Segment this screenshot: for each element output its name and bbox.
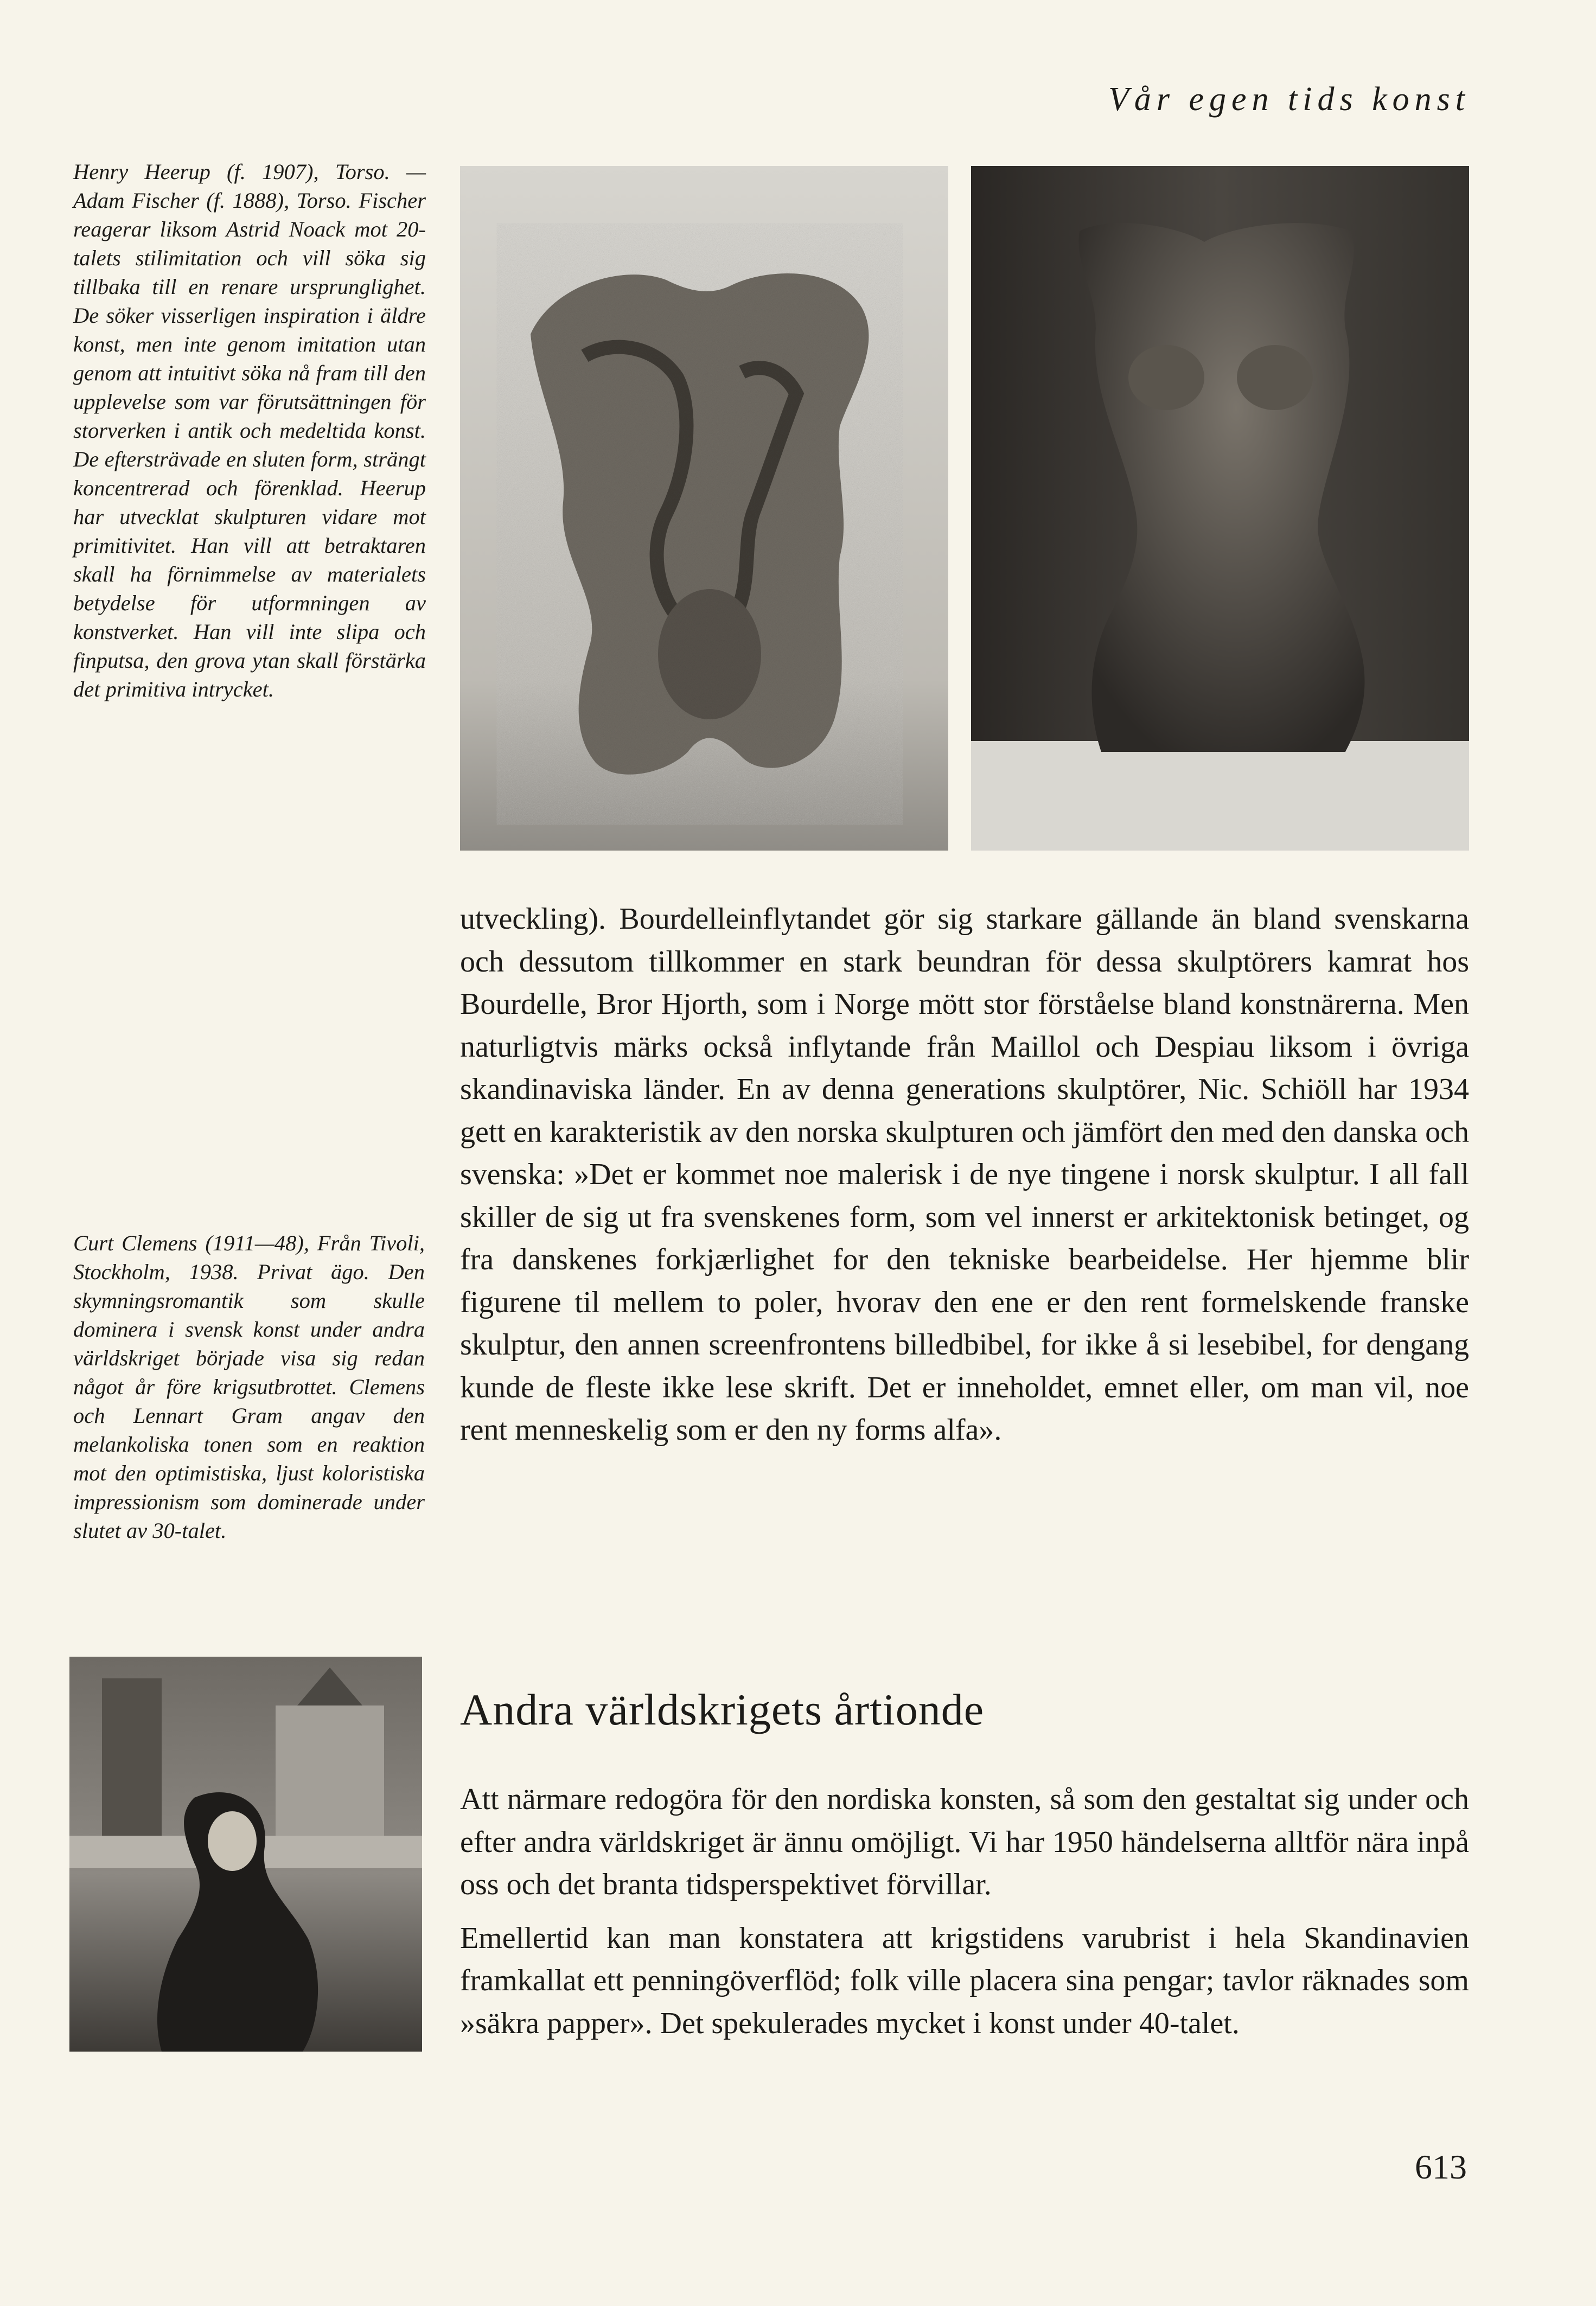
section-heading: Andra världskrigets årtionde [460,1685,985,1734]
section-paragraph: Att närmare redogöra för den nordiska konsten, så som den gestaltat sig under och efter andra världskriget är ännu omöjligt. Vi har 1950 händelserna alltför nära inpå oss och det branta tidsperspektivet förvillar. [460,1783,1469,1901]
caption-clemens [73,1229,425,1545]
running-head: Vår egen tids konst [1108,81,1470,118]
photo-torso-heerup [460,166,948,851]
caption-torsos-text: Henry Heerup (f. 1907), Torso. — Adam Fischer (f. 1888), Torso. Fischer reagerar liksom Astrid Noack mot 20-talets stilimitation och vill söka sig tillbaka till en renare ursprunglighet. De söker visserligen inspiration i äldre konst, men inte genom imitation utan genom att intuitivt söka nå fram till den upplevelse som var förutsättningen för storverken i antik och medeltida konst. De eftersträvade en sluten form, strängt koncentrerad och förenklad. Heerup har utvecklat skulpturen vidare mot primitivitet. Han vill att betraktaren skall ha förnimmelse av materialets betydelse för utformningen av konstverket. Han vill inte slipa och finputsa, den grova ytan skall förstärka det primitiva intrycket. [73,159,426,701]
caption-torsos [73,157,426,704]
main-paragraph-text: utveckling). Bourdelleinflytandet gör sig starkare gällande än bland svenskarna och dessutom tillkommer en stark beundran för dessa skulptörers kamrat hos Bourdelle, Bror Hjorth, som i Norge mött stor förståelse bland konstnärerna. Men naturligtvis märks också inflytande från Maillol och Despiau liksom i övriga skandinaviska länder. En av denna generations skulptörer, Nic. Schiöll har 1934 gett en karakteristik av den norska skulpturen och jämfört den med den danska och svenska: »Det er kommet noe malerisk i de nye tingene i norsk skulptur. I all fall skiller de sig ut fra svenskenes form, som vel innerst er arkitektonisk betinget, og fra danskenes forkjærlighet for den tekniske bearbeidelse. Her hjemme blir figurene til mellem to poler, hvorav den ene er den rent formelskende franske skulptur, den annen screenfrontens billedbibel, for ikke å si lesebibel, for dengang kunde de fleste ikke lese skrift. Det er inneholdet, emnet eller, om man vil, noe rent menneskelig som er den ny forms alfa». [460,902,1469,1447]
main-paragraph [460,898,1469,1452]
page-number: 613 [1415,2148,1467,2186]
photo-torso-fischer [971,166,1469,851]
caption-clemens-text: Curt Clemens (1911—48), Från Tivoli, Stockholm, 1938. Privat ägo. Den skymningsromantik som skulle dominera i svensk konst under andra världskriget började visa sig redan något år före krigsutbrottet. Clemens och Lennart Gram angav den melankoliska tonen som en reaktion mot den optimistiska, ljust koloristiska impressionism som dominerade under slutet av 30-talet. [73,1231,425,1543]
section-text [460,1778,1469,2045]
photo-painting-clemens [69,1657,422,2052]
section-paragraph: Emellertid kan man konstatera att krigstidens varubrist i hela Skandinavien framkallat ett penningöverflöd; folk ville placera sina pengar; tavlor räknades som »säkra papper». Det spekulerades mycket i konst under 40-talet. [460,1921,1469,2040]
